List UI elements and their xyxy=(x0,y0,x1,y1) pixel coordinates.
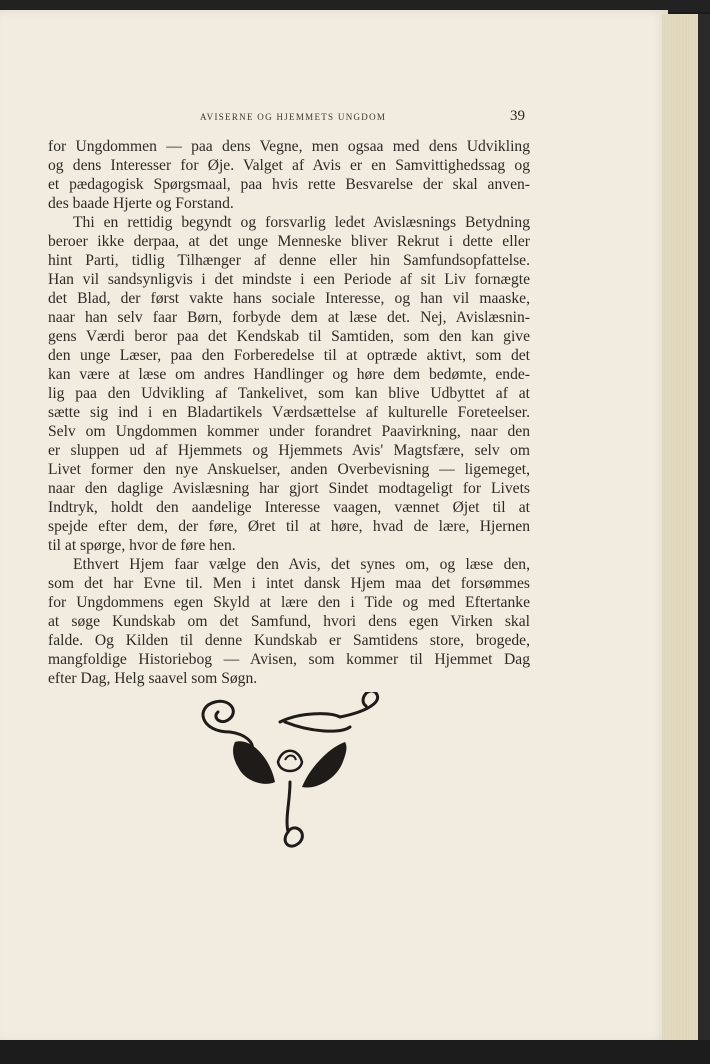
text-line: Ethvert Hjem faar vælge den Avis, det synes om, og læse den, xyxy=(73,556,530,573)
text-line: det Blad, der først vakte hans sociale Interesse, og han vil maaske, xyxy=(48,290,530,307)
text-line: des baade Hjerte og Forstand. xyxy=(48,195,234,212)
text-line: til at spørge, hvor de føre hen. xyxy=(48,537,236,554)
text-line: sætte sig ind i en Bladartikels Værdsættelse af kulturelle Foreteelser. xyxy=(48,404,530,421)
text-line: naar den daglige Avislæsning har gjort Sindet modtageligt for Livets xyxy=(48,480,530,497)
text-line: efter Dag, Helg saavel som Søgn. xyxy=(48,670,258,687)
book-page xyxy=(0,10,668,1042)
text-line: Han vil sandsynligvis i det mindste i een Periode af sit Liv fornægte xyxy=(48,271,530,288)
page-number: 39 xyxy=(510,108,525,124)
page-header xyxy=(0,110,668,130)
running-title: AVISERNE OG HJEMMETS UNGDOM xyxy=(200,112,387,122)
text-line: er sluppen ud af Hjemmets og Hjemmets Avis' Magtsfære, selv om xyxy=(48,442,530,459)
binding-shadow xyxy=(698,14,710,1040)
text-line: Selv om Ungdommen kommer under forandret Paavirkning, naar den xyxy=(48,423,530,440)
text-line: at søge Kundskab om det Samfund, hvori dens egen Virken skal xyxy=(48,613,530,630)
text-line: hint Parti, tidlig Tilhænger af denne eller hin Samfundsopfattelse. xyxy=(48,252,530,269)
scan-bottom-border xyxy=(0,1040,710,1064)
text-line: beroer ikke derpaa, at det unge Menneske bliver Rekrut i dette eller xyxy=(48,233,530,250)
paragraph xyxy=(48,555,530,688)
paragraph xyxy=(48,213,530,555)
text-line: som det har Evne til. Men i intet dansk Hjem maa det forsømmes xyxy=(48,575,530,592)
body-text xyxy=(48,137,530,688)
text-line: gens Værdi beror paa det Kendskab til Samtiden, som den kan give xyxy=(48,328,530,345)
text-line: spejde efter dem, der føre, Øret til at høre, hvad de lære, Hjernen xyxy=(48,518,530,535)
text-line: mangfoldige Historiebog — Avisen, som kommer til Hjemmet Dag xyxy=(48,651,530,668)
text-line: lig paa den Udvikling af Tankelivet, som kan blive Udbyttet af at xyxy=(48,385,530,402)
text-line: for Ungdommen — paa dens Vegne, men ogsaa med dens Udvikling xyxy=(48,138,530,155)
text-line: et pædagogisk Spørgsmaal, paa hvis rette Besvarelse der skal anven- xyxy=(48,176,530,193)
text-line: falde. Og Kilden til denne Kundskab er Samtidens store, brogede, xyxy=(48,632,530,649)
text-line: og dens Interesser for Øje. Valget af Avis er en Samvittighedssag og xyxy=(48,157,530,174)
text-line: Thi en rettidig begyndt og forsvarlig ledet Avislæsnings Betydning xyxy=(73,214,530,231)
text-line: Indtryk, holdt den aandelige Interesse vaagen, vænnet Øjet til at xyxy=(48,499,530,516)
text-line: naar han selv faar Børn, forbyde dem at læse det. Nej, Avislæsnin- xyxy=(48,309,530,326)
text-line: den unge Læser, paa den Forberedelse til at optræde aktivt, som det xyxy=(48,347,530,364)
text-line: kan være at læse om andres Handlinger og høre dem bedømte, ende- xyxy=(48,366,530,383)
text-line: for Ungdommens egen Skyld at lære den i Tide og med Eftertanke xyxy=(48,594,530,611)
text-line: Livet former den nye Anskuelser, anden Overbevisning — ligemeget, xyxy=(48,461,530,478)
paragraph xyxy=(48,137,530,213)
art-nouveau-floral-vignette-icon xyxy=(190,692,390,857)
page-edge-stack xyxy=(662,14,698,1040)
